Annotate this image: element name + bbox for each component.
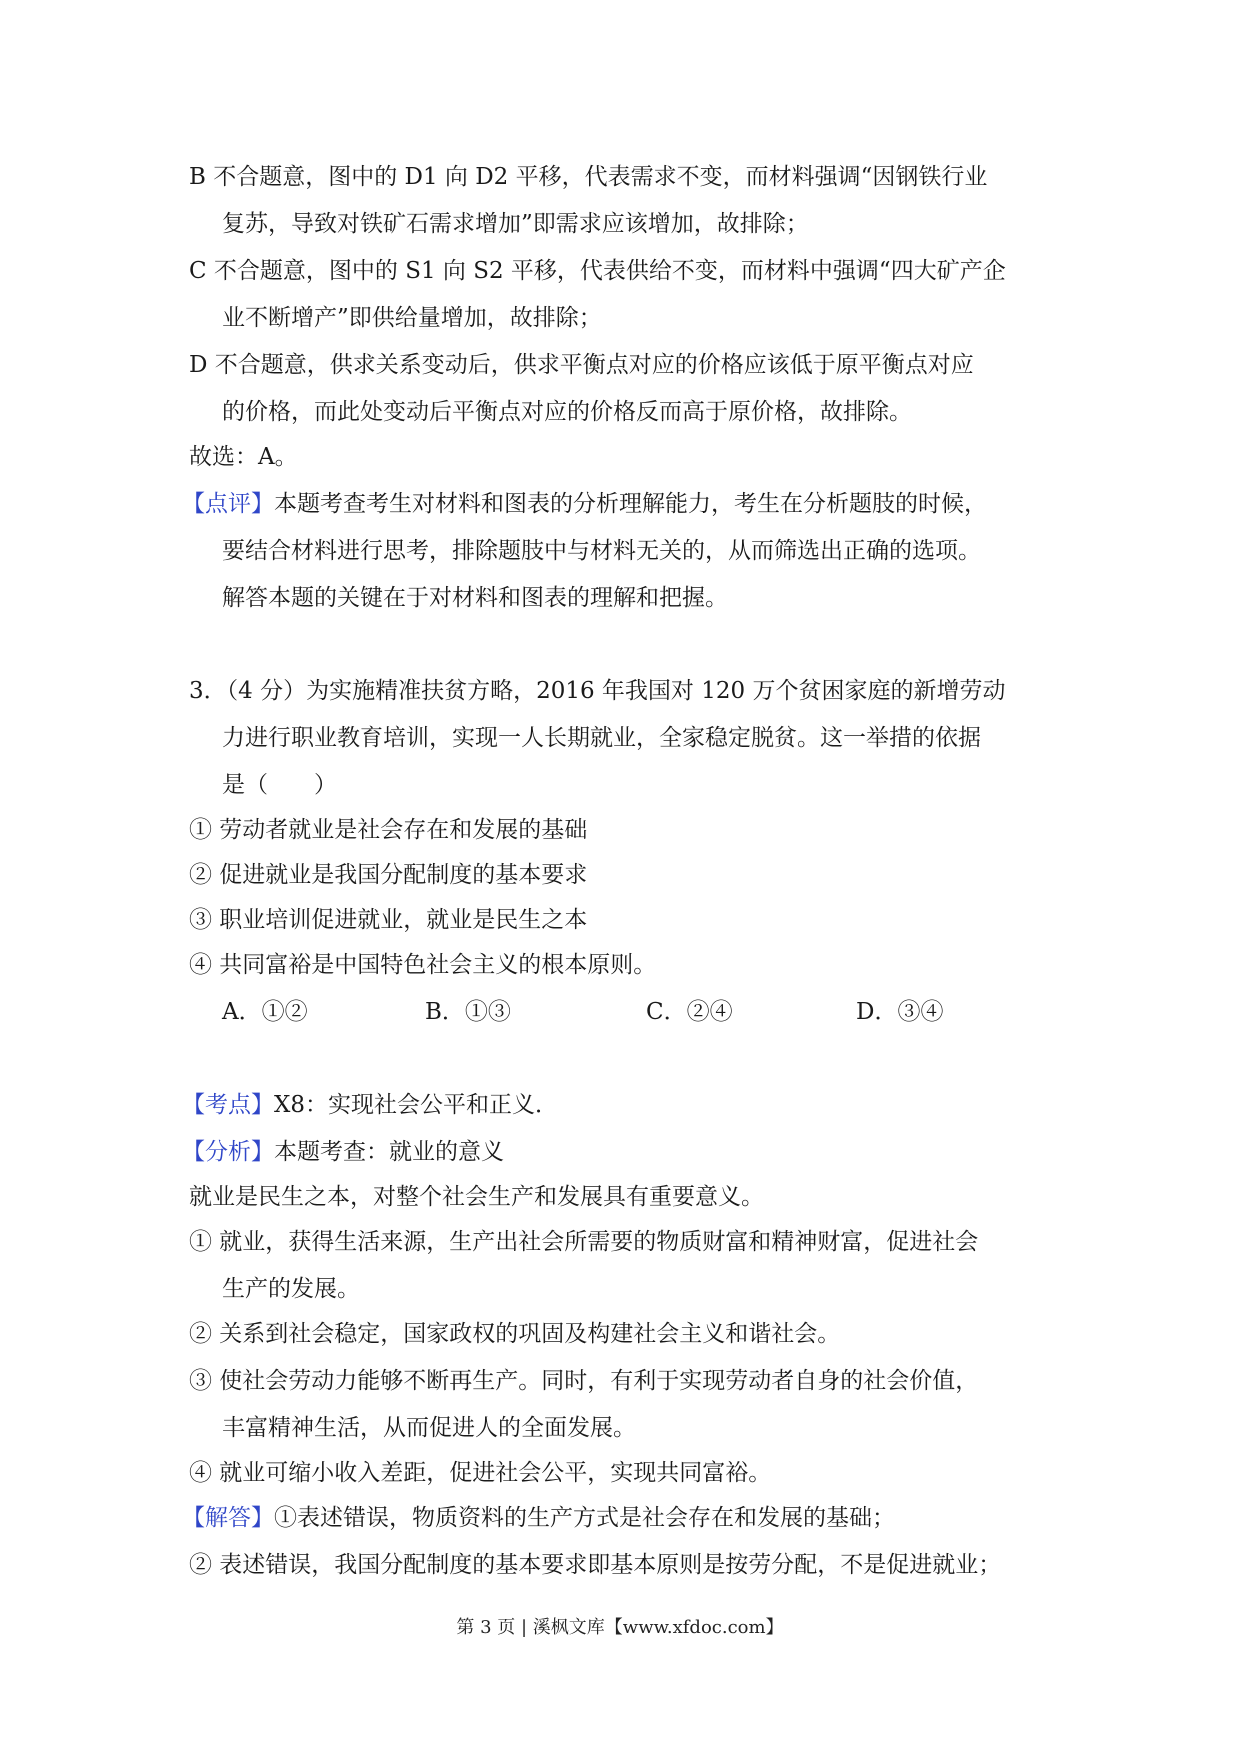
fenxi-line bbox=[182, 1137, 504, 1167]
analysis-line: ② 关系到社会稳定，国家政权的巩固及构建社会主义和谐社会。 bbox=[189, 1321, 841, 1347]
comment-tag: 【点评】 bbox=[182, 491, 274, 517]
comment-line bbox=[182, 489, 987, 519]
analysis-line: 就业是民生之本，对整个社会生产和发展具有重要意义。 bbox=[189, 1184, 764, 1210]
fenxi-text: 本题考查：就业的意义 bbox=[274, 1139, 504, 1165]
analysis-line: 生产的发展。 bbox=[222, 1276, 360, 1302]
jieda-line: ② 表述错误，我国分配制度的基本要求即基本原则是按劳分配，不是促进就业； bbox=[189, 1552, 1002, 1578]
comment-line: 解答本题的关键在于对材料和图表的理解和把握。 bbox=[222, 585, 728, 611]
analysis-line: 丰富精神生活，从而促进人的全面发展。 bbox=[222, 1415, 636, 1441]
jieda-text: ①表述错误，物质资料的生产方式是社会存在和发展的基础； bbox=[274, 1505, 895, 1531]
question-stem: 力进行职业教育培训，实现一人长期就业，全家稳定脱贫。这一举措的依据 bbox=[222, 725, 981, 751]
solution-line: D 不合题意，供求关系变动后，供求平衡点对应的价格应该低于原平衡点对应 bbox=[189, 352, 974, 378]
analysis-line: ③ 使社会劳动力能够不断再生产。同时，有利于实现劳动者自身的社会价值， bbox=[189, 1368, 979, 1394]
statement-4: ④ 共同富裕是中国特色社会主义的根本原则。 bbox=[189, 952, 657, 978]
choice-c: C．②④ bbox=[646, 999, 733, 1025]
jieda-tag: 【解答】 bbox=[182, 1505, 274, 1531]
statement-3: ③ 职业培训促进就业，就业是民生之本 bbox=[189, 907, 588, 933]
statement-1: ① 劳动者就业是社会存在和发展的基础 bbox=[189, 817, 588, 843]
solution-line: B 不合题意，图中的 D1 向 D2 平移，代表需求不变，而材料强调“因钢铁行业 bbox=[189, 164, 988, 190]
choice-a: A．①② bbox=[222, 999, 308, 1025]
page-footer: 第 3 页 | 溪枫文库【www.xfdoc.com】 bbox=[456, 1617, 784, 1638]
solution-line: 业不断增产”即供给量增加，故排除； bbox=[222, 305, 602, 331]
comment-text: 本题考查考生对材料和图表的分析理解能力，考生在分析题肢的时候， bbox=[274, 491, 987, 517]
choice-b: B．①③ bbox=[425, 999, 511, 1025]
analysis-line: ④ 就业可缩小收入差距，促进社会公平，实现共同富裕。 bbox=[189, 1460, 772, 1486]
answer-line: 故选：A。 bbox=[189, 444, 298, 470]
question-stem: 是（ ） bbox=[222, 772, 337, 798]
solution-line: C 不合题意，图中的 S1 向 S2 平移，代表供给不变，而材料中强调“四大矿产企 bbox=[189, 258, 1006, 284]
statement-2: ② 促进就业是我国分配制度的基本要求 bbox=[189, 862, 588, 888]
jieda-line bbox=[182, 1503, 895, 1533]
comment-line: 要结合材料进行思考，排除题肢中与材料无关的，从而筛选出正确的选项。 bbox=[222, 538, 981, 564]
question-stem: 3．（4 分）为实施精准扶贫方略，2016 年我国对 120 万个贫困家庭的新增劳动 bbox=[189, 678, 1006, 704]
choice-d: D．③④ bbox=[856, 999, 944, 1025]
kaodian-tag: 【考点】 bbox=[182, 1092, 274, 1118]
kaodian-line bbox=[182, 1090, 558, 1120]
solution-line: 的价格，而此处变动后平衡点对应的价格反而高于原价格，故排除。 bbox=[222, 399, 912, 425]
analysis-line: ① 就业，获得生活来源，生产出社会所需要的物质财富和精神财富，促进社会 bbox=[189, 1229, 979, 1255]
fenxi-tag: 【分析】 bbox=[182, 1139, 274, 1165]
kaodian-text: X8：实现社会公平和正义． bbox=[274, 1092, 559, 1118]
solution-line: 复苏，导致对铁矿石需求增加”即需求应该增加，故排除； bbox=[222, 211, 809, 237]
